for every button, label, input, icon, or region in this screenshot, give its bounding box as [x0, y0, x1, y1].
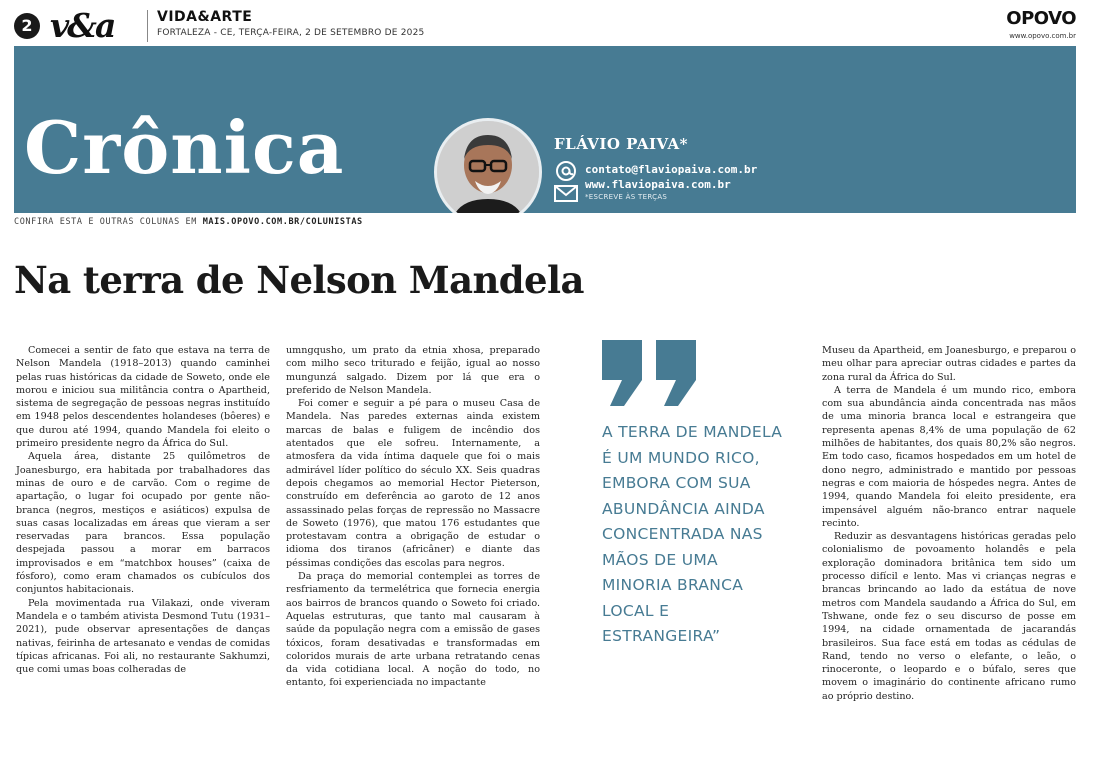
- author-name: FLÁVIO PAIVA*: [554, 135, 688, 153]
- divider: [147, 10, 148, 42]
- pull-quote-text: A TERRA DE MANDELA É UM MUNDO RICO, EMBORA COM SUA ABUNDÂNCIA AINDA CONCENTRADA NAS MÃOS DE UMA MINORIA BRANCA LOCAL E ESTRANGEIRA”: [602, 423, 783, 645]
- schedule-note: *ESCREVE ÀS TERÇAS: [585, 193, 668, 201]
- paragraph: Da praça do memorial contemplei as torres de resfriamento da termelétrica que fornecia energia aos bairros de brancos quando o Soweto foi criado. Aquelas estruturas, que tanto mal causaram à saúde da população negra com a emissão de gases tóxicos, foram desativadas e transformadas em coloridos murais de arte urbana retratando cenas da vida cotidiana local. A noção do todo, no entanto, foi experienciada no impactante: [286, 571, 540, 689]
- dateline: FORTALEZA - CE, TERÇA-FEIRA, 2 DE SETEMBRO DE 2025: [157, 28, 425, 38]
- brand-url: www.opovo.com.br: [1009, 32, 1076, 40]
- column-title: Crônica: [24, 105, 345, 190]
- column-banner: [14, 46, 1076, 213]
- paragraph: Pela movimentada rua Vilakazi, onde viveram Mandela e o também ativista Desmond Tutu (1931–2021), pude observar apresentações de danças nativas, feirinha de artesanato e vendas de comidas típicas africanas. Foi ali, no restaurante Sakhumzi, que comi umas boas colheradas de: [16, 597, 270, 676]
- more-columns-text: CONFIRA ESTA E OUTRAS COLUNAS EM: [14, 217, 203, 227]
- paragraph: Comecei a sentir de fato que estava na terra de Nelson Mandela (1918–2013) quando caminhei pelas ruas históricas da cidade de Soweto, onde ele morou e iniciou sua militância contra o Apartheid, sistema de segregação de pessoas negras instituído em 1948 pelos descendentes holandeses (bôeres) e que durou até 1994, quando Mandela foi eleito o primeiro presidente negro da África do Sul.: [16, 345, 270, 450]
- paragraph: Aquela área, distante 25 quilômetros de Joanesburgo, era habitada por trabalhadores das minas de ouro e de carvão. Com o regime de apartação, o lugar foi ocupado por gente não-branca (negros, mestiços e asiáticos) expulsa de suas casas localizadas em áreas que vieram a ser reservadas para brancos. Essa população despejada passou a morar em barracos improvisados e em “matchbox houses” (caixa de fósforo), como eram chamados os cubículos dos conjuntos habitacionais.: [16, 451, 270, 596]
- paragraph: Reduzir as desvantagens históricas geradas pelo colonialismo de povoamento holandês e pela exploração dominadora britânica tem sido um processo difícil e lento. Mas vi crianças negras e brancas brincando ao lado da estátua de nove metros com Mandela saudando a África do Sul, em Tshwane, onde fez o seu discurso de posse em 1994, na cidade ornamentada de jacarandás brasileiros. Sua face está em todas as cédulas de Rand, tendo no verso o elefante, o leão, o rinoceronte, o leopardo e o búfalo, seres que movem o imaginário do continente africano rumo ao próprio destino.: [822, 531, 1076, 702]
- author-photo: [434, 118, 542, 213]
- brand-logo: OPOVO: [1006, 8, 1076, 29]
- more-columns-link[interactable]: MAIS.OPOVO.COM.BR/COLUNISTAS: [202, 217, 363, 227]
- envelope-icon: [555, 186, 577, 201]
- section-name: VIDA&ARTE: [157, 9, 253, 25]
- page-number: 2: [14, 13, 40, 39]
- quote-mark-icon: [602, 340, 702, 406]
- paragraph: Museu da Apartheid, em Joanesburgo, e preparou o meu olhar para apreciar outras cidades e partes da zona rural da África do Sul.: [822, 345, 1076, 383]
- paragraph: Foi comer e seguir a pé para o museu Casa de Mandela. Nas paredes externas ainda existem marcas de balas e fuligem de incêndio dos atentados que ele sofreu. Internamente, a atmosfera da vida íntima daquele que foi o mais admirável líder político do século XX. Seis quadras depois chegamos ao memorial Hector Pieterson, construído em deferência ao garoto de 12 anos assassinado pelas forças de repressão no Massacre de Soweto (1976), que matou 176 estudantes que protestavam contra a obrigação de estudar o idioma dos tiranos (africâner) e diante das péssimas condições das escolas para negros.: [286, 398, 540, 569]
- author-site-link[interactable]: www.flaviopaiva.com.br: [585, 178, 731, 191]
- paragraph: umngqusho, um prato da etnia xhosa, preparado com milho seco triturado e feijão, igual ao nosso mungunzá salgado. Dizem por lá que era o preferido de Nelson Mandela.: [286, 345, 540, 396]
- article-headline: Na terra de Nelson Mandela: [14, 258, 584, 302]
- article-column-1: [16, 344, 270, 676]
- author-email-link[interactable]: contato@flaviopaiva.com.br: [585, 163, 758, 176]
- paragraph: A terra de Mandela é um mundo rico, embora com sua abundância ainda concentrada nas mãos de uma minoria branca local e estrangeira que representa apenas 8,4% de uma população de 62 milhões de habitantes, dos quais 80,2% são negros. Em todo caso, ficamos hospedados em um hotel de dono negro, administrado e mantido por pessoas negras e com maioria de hóspedes negra. Antes de 1994, quando Mandela foi eleito presidente, era impensável alguém não-branco entrar naquele recinto.: [822, 384, 1076, 529]
- article-column-2: [286, 344, 540, 690]
- article-column-4: [822, 344, 1076, 703]
- masthead: [14, 8, 1076, 44]
- more-columns-line: [14, 217, 363, 227]
- contact-icons: [552, 160, 580, 204]
- pull-quote: [560, 340, 800, 740]
- at-icon: [557, 162, 575, 180]
- section-logo: v&a: [50, 6, 115, 45]
